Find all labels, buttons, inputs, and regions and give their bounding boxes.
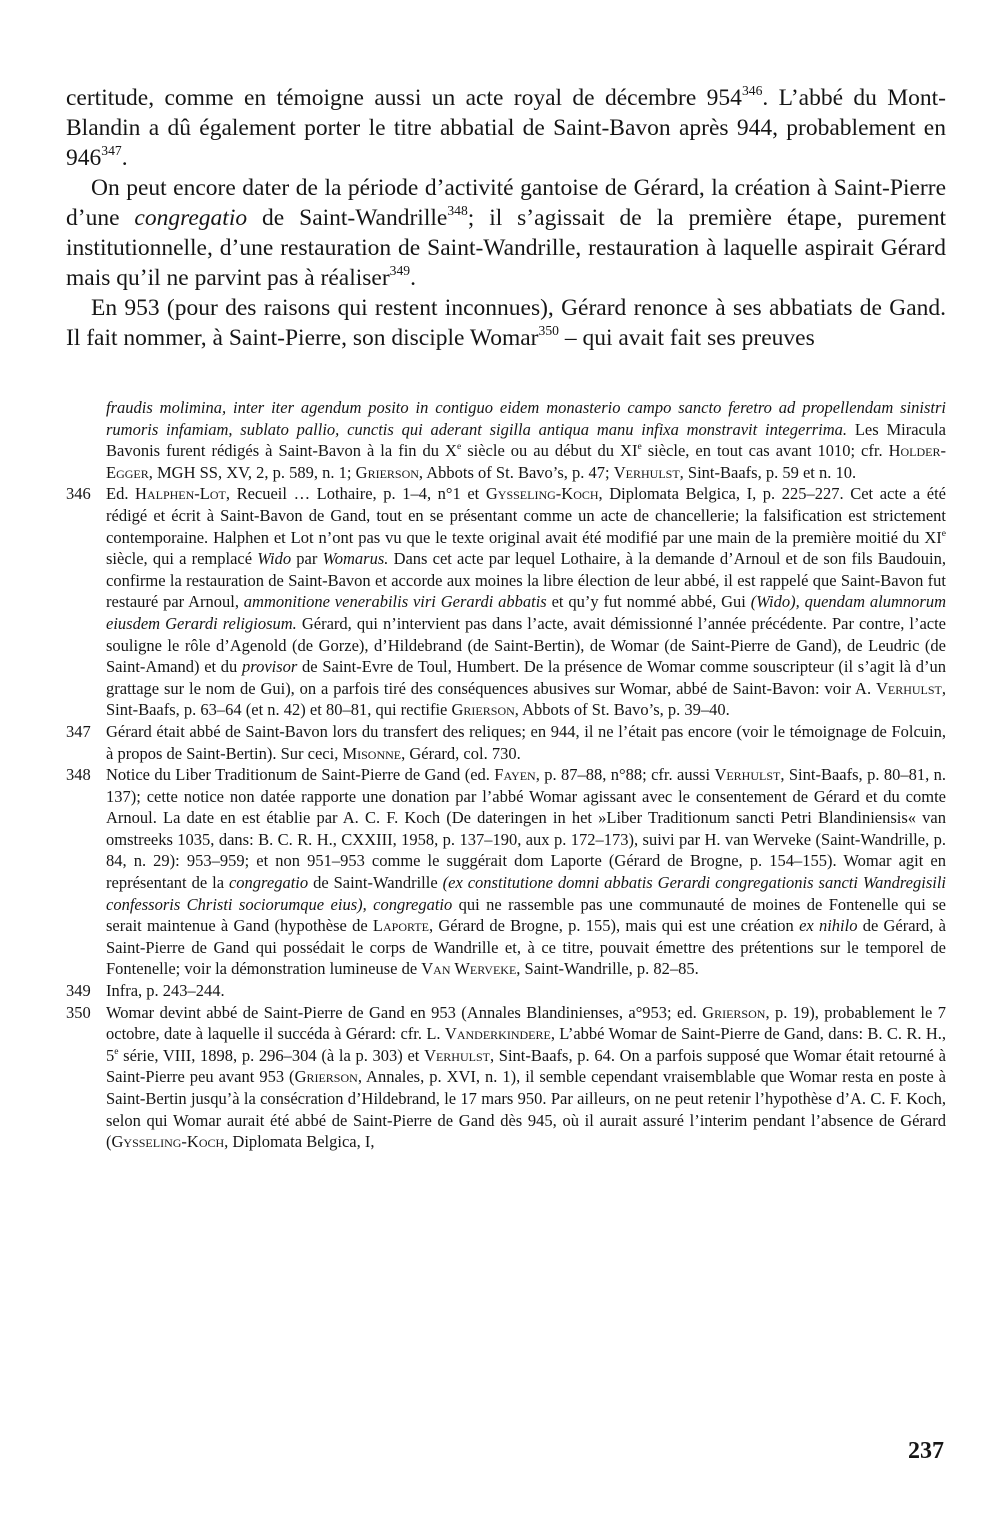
text-run: Les Miracula Bavonis furent rédigés à Saint-Bavon à la fin du X [106, 419, 946, 461]
text-run: , Diplomata Belgica, I, [224, 1132, 375, 1152]
text-run: siècle, qui a remplacé [106, 549, 258, 569]
italic-run: (Wido), quendam alumnorum eiusdem Gerardi religiosum. [106, 592, 946, 633]
footnote-number: 349 [66, 981, 91, 1001]
text-run: par [291, 549, 323, 569]
author-name: Fayen [494, 765, 536, 785]
footnote-349 [66, 980, 946, 1002]
italic-run: Wido [257, 549, 292, 569]
text-run: , L’abbé Womar de Saint-Pierre de Gand, dans: B. C. R. H., 5 [106, 1024, 946, 1065]
footnotes [66, 397, 946, 1153]
text-run: Gérard, qui n’intervient pas dans l’acte, avait démissionné l’année précédente. Par contre, l’acte souligne le rôle d’Agenold (de Gorze), d’Hildebrand (de Saint-Bertin), de Womar (de Saint-Pierre de Gand), de Leudric (de Saint-Amand) et du [106, 613, 947, 677]
page-number: 237 [908, 1438, 944, 1464]
text-run: , Sint-Baafs, p. 80–81, n. 137); cette notice non datée rapporte une donation par l’abbé Womar agissant avec le consentement de Gérard et du comte Arnoul. La date en est établie par A. C. F. Koch (De dateringen in het »Liber Traditionum sancti Petri Blandiniensis« van omstreeks 1035, dans: B. C. R. H., CXXIII, 1958, p. 137–190, aux p. 172–173), suivi par H. van Werveke (Saint-Wandrille, p. 84, n. 29): 953–959; et non 951–953 comme le suggérait dom Laporte (Gérard de Brogne, p. 154–155). Womar agit en représentant de la [106, 765, 946, 893]
text-run: , Gérard de Brogne, p. 155), mais qui est une création [428, 916, 800, 936]
italic-run: congregatio [134, 205, 248, 231]
author-name: Grierson [355, 462, 419, 482]
italic-run: ammonitione venerabilis viri Gerardi abbatis [243, 592, 547, 612]
text-run: , Saint-Wandrille, p. 82–85. [516, 959, 699, 979]
text-run: . L’abbé du Mont-Blandin a dû également porter le titre abbatial de Saint-Bavon après 944, probablement en 946 [66, 85, 946, 171]
author-name: Verhulst [875, 678, 942, 698]
author-name: Grierson [451, 700, 515, 720]
text-run: , p. 19), probablement le 7 octobre, date à laquelle il succéda à Gérard: cfr. L. [106, 1002, 947, 1044]
author-name: Holder-Egger [106, 441, 947, 482]
author-name: Verhulst [424, 1045, 490, 1065]
footnote-text [106, 483, 946, 721]
text-run: – qui avait fait ses preuves [558, 325, 815, 351]
text-run: Womar devint abbé de Saint-Pierre de Gand en 953 (Annales Blandinienses, a°953; ed. [106, 1002, 703, 1022]
text-run: , Annales, p. XVI, n. 1), il semble cependant vraisemblable que Womar resta en poste à Saint-Bertin jusqu’à la consécration d’Hildebrand, le 17 mars 950. Par ailleurs, on ne peut retenir l’hypothèse d’A. C. F. Koch, selon qui Womar aurait été abbé de Saint-Pierre de Gand dès 945, où il aurait assuré l’interim pendant l’absence de Gérard ( [106, 1067, 946, 1152]
author-name: Gysseling-Koch [485, 484, 599, 504]
superscript: 350 [538, 322, 559, 338]
author-name: Vanderkindere [444, 1024, 551, 1044]
author-name: Verhulst [714, 765, 781, 785]
paragraph [66, 83, 946, 173]
author-name: Gysseling-Koch [111, 1132, 225, 1152]
superscript: 349 [389, 262, 411, 278]
superscript: e [456, 441, 462, 453]
footnote-text [106, 980, 946, 1002]
italic-run: (ex constitutione domni abbatis Gerardi congregationis sancti Wandregisili confessoris Christi sociorumque eius), congregatio [106, 873, 947, 914]
paragraph [66, 173, 946, 293]
author-name: Misonne [342, 743, 402, 763]
footnote-number: 347 [66, 721, 91, 741]
footnote-number: 350 [66, 1002, 91, 1022]
italic-run: fraudis molimina, inter iter agendum posito in contiguo eidem monasterio campo sancto feretro ad propellendam sinistri rumoris infamiam, sublato pallio, cunctis qui aderant sigilla antiqua manu infixa monstravit integerrima. [106, 398, 946, 439]
text-run: . [121, 145, 128, 171]
author-name: Laporte [372, 916, 429, 936]
footnote-348 [66, 764, 946, 980]
text-run: de Saint-Evre de Toul, Humbert. De la présence de Womar comme souscripteur (il s’agit là d’un grattage sur le nom de Gui), on a parfois tiré des conséquences abusives sur Womar, abbé de Saint-Bavon: voir A. [106, 657, 947, 698]
text-run: de Saint-Wandrille [308, 873, 443, 893]
author-name: Grierson [294, 1067, 358, 1087]
text-run: On peut encore dater de la période d’activité gantoise de Gérard, la création à Saint-Pierre d’une [66, 175, 946, 231]
text-run: de Gérard, à Saint-Pierre de Gand qui possédait le corps de Wandrille et, à ce titre, pouvait émettre des prétentions sur le temporel de Fontenelle; voir la démonstration lumineuse de [106, 916, 946, 979]
superscript: 348 [447, 202, 468, 218]
paragraph [66, 293, 946, 353]
author-name: Verhulst [613, 462, 680, 482]
text-run: , Abbots of St. Bavo’s, p. 47; [418, 462, 614, 482]
text-run: , Gérard, col. 730. [401, 743, 521, 763]
text-run: En 953 (pour des raisons qui restent inconnues), Gérard renonce à ses abbatiats de Gand. Il fait nommer, à Saint-Pierre, son disciple Womar [66, 295, 946, 351]
footnote-text [106, 721, 946, 764]
text-run: de Saint-Wandrille [247, 205, 448, 231]
text-run: , Sint-Baafs, p. 64. On a parfois supposé que Womar était retourné à Saint-Pierre peu avant 953 ( [106, 1045, 946, 1087]
author-name: Halphen-Lot [135, 484, 226, 504]
text-run: , Sint-Baafs, p. 63–64 (et n. 42) et 80–81, qui rectifie [106, 678, 946, 720]
footnote-347 [66, 721, 946, 764]
text-run: , Abbots of St. Bavo’s, p. 39–40. [514, 700, 730, 720]
text-run: ; il s’agissait de la première étape, purement institutionnelle, d’une restauration de Saint-Wandrille, restauration à laquelle aspirait Gérard mais qu’il ne parvint pas à réaliser [66, 205, 946, 291]
italic-run: provisor [242, 657, 298, 677]
main-text [66, 83, 946, 353]
footnote-text [106, 764, 946, 980]
text-run: et qu’y fut nommé abbé, Gui [546, 592, 751, 612]
author-name: Van Werveke [421, 959, 517, 979]
superscript: 347 [101, 142, 122, 158]
text-run: . [410, 265, 416, 291]
text-run: Dans cet acte par lequel Lothaire, à la demande d’Arnoul et de son fils Baudouin, confirme la restauration de Saint-Bavon et accorde aux moines la libre élection de leur abbé, il est rappelé que Saint-Bavon fut restauré par Arnoul, [106, 549, 946, 612]
superscript: e [114, 1045, 119, 1057]
footnote-346 [66, 483, 946, 721]
text-run: , Sint-Baafs, p. 59 et n. 10. [679, 462, 857, 482]
text-run: série, VIII, 1898, p. 296–304 (à la p. 303) et [118, 1045, 425, 1065]
text-run: Gérard était abbé de Saint-Bavon lors du transfert des reliques; en 944, il ne l’était pas encore (voir le témoignage de Folcuin, à propos de Saint-Bertin). Sur ceci, [106, 721, 946, 763]
italic-run: ex nihilo [799, 916, 858, 936]
superscript: e [941, 527, 946, 539]
footnote-number: 346 [66, 484, 91, 504]
text-run: , Diplomata Belgica, I, p. 225–227. Cet acte a été rédigé et écrit à Saint-Bavon de Gand, tout en se présentant comme un acte de chancellerie; la falsification est strictement contemporaine. Halphen et Lot n’ont pas vu que le texte original avait été modifié par une main de la première moitié du XI [106, 484, 946, 547]
text-run: Notice du Liber Traditionum de Saint-Pierre de Gand (ed. [106, 765, 495, 785]
italic-run: Womarus. [322, 549, 389, 569]
footnote-text [106, 1002, 946, 1153]
text-run: certitude, comme en témoigne aussi un acte royal de décembre 954 [66, 85, 742, 111]
superscript: 346 [741, 82, 763, 98]
text-run: qui ne rassemble pas une communauté de moines de Fontenelle qui se serait maintenue à Gand (hypothèse de [106, 894, 946, 936]
text-run: Ed. [106, 484, 136, 504]
author-name: Grierson [702, 1002, 766, 1022]
text-run: Infra, p. 243–244. [106, 981, 225, 1001]
text-run: , p. 87–88, n°88; cfr. aussi [535, 765, 715, 785]
footnote-continuation [66, 397, 946, 483]
italic-run: congregatio [228, 873, 309, 893]
text-run: , MGH SS, XV, 2, p. 589, n. 1; [148, 462, 356, 482]
superscript: e [637, 441, 642, 453]
footnote-number: 348 [66, 765, 91, 785]
text-run: siècle ou au début du XI [461, 441, 638, 461]
text-run: , Recueil … Lothaire, p. 1–4, n°1 et [225, 484, 486, 504]
text-run: siècle, en tout cas avant 1010; cfr. [641, 441, 889, 461]
footnote-350 [66, 1002, 946, 1153]
